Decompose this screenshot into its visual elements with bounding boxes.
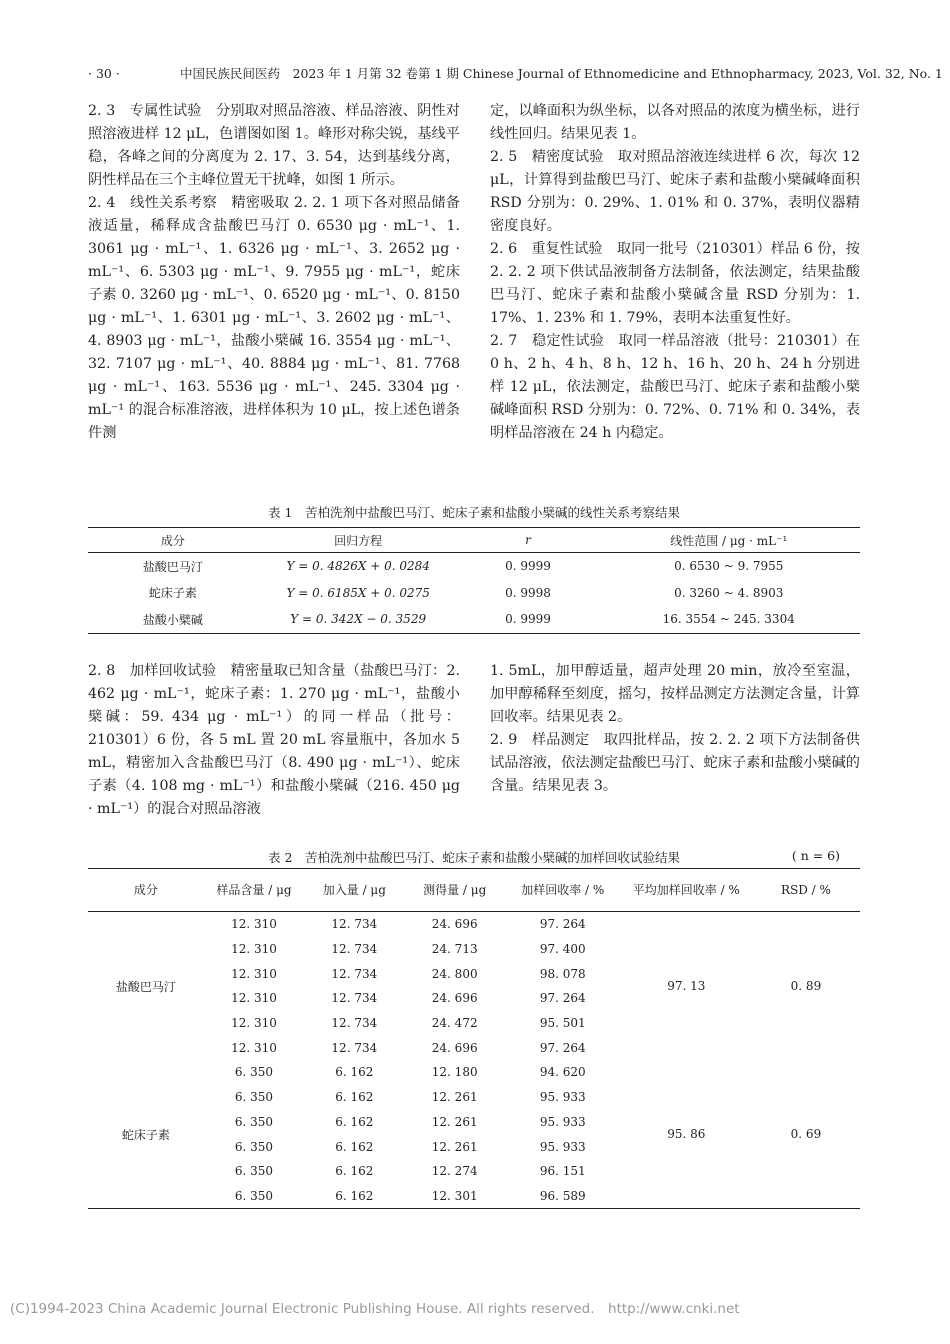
para-2-7: 2. 7 稳定性试验 取同一样品溶液（批号：210301）在 0 h、2 h、4 h、8 h、12 h、16 h、20 h、24 h 分别进样 12 μL，依法测定，盐酸巴马汀、蛇床子素和盐酸小檗碱峰面积 RSD 分别为：0. 72%、0. 71% 和 0. 34%，表明样品溶液在 24 h 内稳定。 [490,333,860,441]
table-cell: 6. 162 [335,1188,374,1203]
table-cell: Y = 0. 4826X + 0. 0284 [286,559,430,574]
table-cell: 6. 162 [335,1164,374,1179]
table-cell: 24. 472 [431,1016,478,1031]
table-cell: 96. 589 [539,1188,586,1203]
table-cell: 12. 734 [331,991,378,1006]
table1-header: 线性范围 / μg · mL⁻¹ [598,528,861,553]
table-cell: 12. 274 [431,1164,478,1179]
table-cell: 盐酸巴马汀 [142,559,203,574]
table-cell: 12. 261 [431,1114,478,1129]
table1-header: 成分 [88,528,258,553]
table-cell: 95. 933 [539,1139,586,1154]
table-cell: 6. 350 [234,1090,274,1105]
table2-group-rsd: 0. 69 [790,1127,822,1142]
table-cell: 0. 9998 [505,585,551,600]
table2-header: 样品含量 / μg [204,869,304,912]
table-row [88,1060,860,1085]
page-number: · 30 · [88,66,120,81]
table-cell: 24. 713 [431,942,478,957]
running-header [88,64,943,82]
table1-caption: 表 1 苦柏洗剂中盐酸巴马汀、蛇床子素和盐酸小檗碱的线性关系考察结果 [268,505,680,520]
left-column-top [88,100,460,445]
para-2-5: 2. 5 精密度试验 取对照品溶液连续进样 6 次，每次 12 μL，计算得到盐酸巴马汀、蛇床子素和盐酸小檗碱峰面积 RSD 分别为：0. 29%、1. 01% 和 0. 37%，表明仪器精密度良好。 [490,149,860,234]
table-cell: 95. 501 [539,1016,586,1031]
table-cell: 97. 264 [539,1040,586,1055]
table-cell: 12. 310 [231,1040,277,1055]
left-column-bottom [88,660,460,821]
table-cell: 6. 162 [335,1065,374,1080]
table-cell: 24. 696 [431,1040,478,1055]
table2-group-avg: 97. 13 [667,979,706,994]
table2 [88,868,860,1209]
table-cell: 12. 734 [331,942,378,957]
table-cell: 6. 350 [234,1164,274,1179]
table-cell: 12. 734 [331,1016,378,1031]
table2-group-rsd: 0. 89 [790,979,822,994]
para-2-8: 2. 8 加样回收试验 精密量取已知含量（盐酸巴马汀：2. 462 μg · mL⁻¹，蛇床子素：1. 270 μg · mL⁻¹，盐酸小檗碱：59. 434 μg · mL⁻¹）的同一样品（批号：210301）6 份，各 5 mL 置 20 mL 容量瓶中，各加水 5 mL，精密加入含盐酸巴马汀（8. 490 μg · mL⁻¹）、蛇床子素（4. 108 mg · mL⁻¹）和盐酸小檗碱（216. 450 μg · mL⁻¹）的混合对照品溶液 [88,663,460,817]
table-cell: 12. 734 [331,966,378,981]
table2-group-name: 盐酸巴马汀 [115,979,176,994]
table2-group-avg: 95. 86 [667,1127,706,1142]
para-2-8-cont: 1. 5mL，加甲醇适量，超声处理 20 min，放冷至室温，加甲醇稀释至刻度，摇匀，按样品测定方法测定含量，计算回收率。结果见表 2。 [490,663,860,725]
table-cell: 95. 933 [539,1114,586,1129]
table2-header: 成分 [88,869,204,912]
para-2-4: 2. 4 线性关系考察 精密吸取 2. 2. 1 项下各对照品储备液适量，稀释成含盐酸巴马汀 0. 6530 μg · mL⁻¹、1. 3061 μg · mL⁻¹、1. 6326 μg · mL⁻¹、3. 2652 μg · mL⁻¹、6. 5303 μg · mL⁻¹、9. 7955 μg · mL⁻¹，蛇床子素 0. 3260 μg · mL⁻¹、0. 6520 μg · mL⁻¹、0. 8150 μg · mL⁻¹、1. 6301 μg · mL⁻¹、3. 2602 μg · mL⁻¹、4. 8903 μg · mL⁻¹，盐酸小檗碱 16. 3554 μg · mL⁻¹、32. 7107 μg · mL⁻¹、40. 8884 μg · mL⁻¹、81. 7768 μg · mL⁻¹、163. 5536 μg · mL⁻¹、245. 3304 μg · mL⁻¹ 的混合标准溶液，进样体积为 10 μL，按上述色谱条件测 [88,195,460,441]
table-cell: 盐酸小檗碱 [142,612,203,627]
table-cell: 6. 162 [335,1139,374,1154]
table-cell: 24. 696 [431,991,478,1006]
table-row [88,912,860,937]
table-cell: 16. 3554 ~ 245. 3304 [662,612,795,627]
table-cell: 6. 350 [234,1065,274,1080]
table-cell: 6. 350 [234,1188,274,1203]
table-cell: 95. 933 [539,1090,586,1105]
table-cell: 12. 310 [231,966,277,981]
table2-header: 测得量 / μg [405,869,505,912]
table-cell: 97. 400 [539,942,586,957]
table-cell: Y = 0. 6185X + 0. 0275 [286,585,430,600]
table-cell: 12. 734 [331,917,378,932]
table-cell: 94. 620 [539,1065,586,1080]
table-row [88,553,860,580]
table1 [88,527,860,634]
table-cell: 12. 261 [431,1090,478,1105]
table-cell: 12. 310 [231,991,277,1006]
table-cell: 6. 350 [234,1139,274,1154]
table-cell: 98. 078 [539,966,586,981]
table1-header-row [88,528,860,553]
table-row [88,580,860,607]
table-cell: 12. 310 [231,1016,277,1031]
table-cell: 0. 6530 ~ 9. 7955 [674,559,784,574]
table2-header: 加入量 / μg [304,869,404,912]
table-row [88,606,860,633]
table2-group-name: 蛇床子素 [121,1127,170,1142]
table2-title: 表 2 苦柏洗剂中盐酸巴马汀、蛇床子素和盐酸小檗碱的加样回收试验结果 [268,850,680,865]
table-cell: 12. 180 [431,1065,478,1080]
table-cell: 6. 162 [335,1114,374,1129]
table1-header: r [459,528,598,553]
para-2-6: 2. 6 重复性试验 取同一批号（210301）样品 6 份，按 2. 2. 2 项下供试品液制备方法制备，依法测定，结果盐酸巴马汀、蛇床子素和盐酸小檗碱含量 RSD 分别为：1. 17%、1. 23% 和 1. 79%，表明本法重复性好。 [490,241,860,326]
para-2-9: 2. 9 样品测定 取四批样品，按 2. 2. 2 项下方法制备供试品溶液，依法测定盐酸巴马汀、蛇床子素和盐酸小檗碱的含量。结果见表 3。 [490,732,860,794]
table-cell: 97. 264 [539,917,586,932]
table-cell: 12. 301 [431,1188,478,1203]
table-cell: 6. 162 [335,1090,374,1105]
para-linear-cont: 定，以峰面积为纵坐标，以各对照品的浓度为横坐标，进行线性回归。结果见表 1。 [490,103,860,142]
table-cell: 蛇床子素 [148,586,197,601]
table-cell: 0. 9999 [505,612,551,627]
table-cell: 0. 3260 ~ 4. 8903 [674,585,784,600]
right-column-top [490,100,860,445]
right-column-bottom [490,660,860,798]
table-cell: 24. 696 [431,917,478,932]
table2-header: 平均加样回收率 / % [621,869,752,912]
table2-header: 加样回收率 / % [505,869,621,912]
table-cell: 96. 151 [539,1164,586,1179]
table2-caption [88,848,860,866]
table-cell: 12. 261 [431,1139,478,1154]
table-cell: 12. 310 [231,917,277,932]
table2-body [88,912,860,1209]
table2-n-note: ( n = 6) [791,848,840,863]
table-cell: 0. 9999 [505,559,551,574]
table2-header-row [88,869,860,912]
table1-header: 回归方程 [258,528,459,553]
table-cell: 24. 800 [431,966,478,981]
copyright-footer: (C)1994-2023 China Academic Journal Electronic Publishing House. All rights reserved. http://www.cnki.net [10,1301,740,1317]
para-2-3: 2. 3 专属性试验 分别取对照品溶液、样品溶液、阴性对照溶液进样 12 μL，色谱图如图 1。峰形对称尖锐，基线平稳，各峰之间的分离度为 2. 17、3. 54，达到基线分离，阴性样品在三个主峰位置无干扰峰，如图 1 所示。 [88,103,460,188]
table-cell: 6. 350 [234,1114,274,1129]
journal-info: 中国民族民间医药 2023 年 1 月第 32 卷第 1 期 Chinese Journal of Ethnomedicine and Ethnopharmacy, 2023, Vol. 32, No. 1 [180,66,943,81]
table-cell: 12. 310 [231,942,277,957]
table2-header: RSD / % [752,869,860,912]
table-cell: Y = 0. 342X − 0. 3529 [290,612,427,627]
table-cell: 97. 264 [539,991,586,1006]
table-cell: 12. 734 [331,1040,378,1055]
